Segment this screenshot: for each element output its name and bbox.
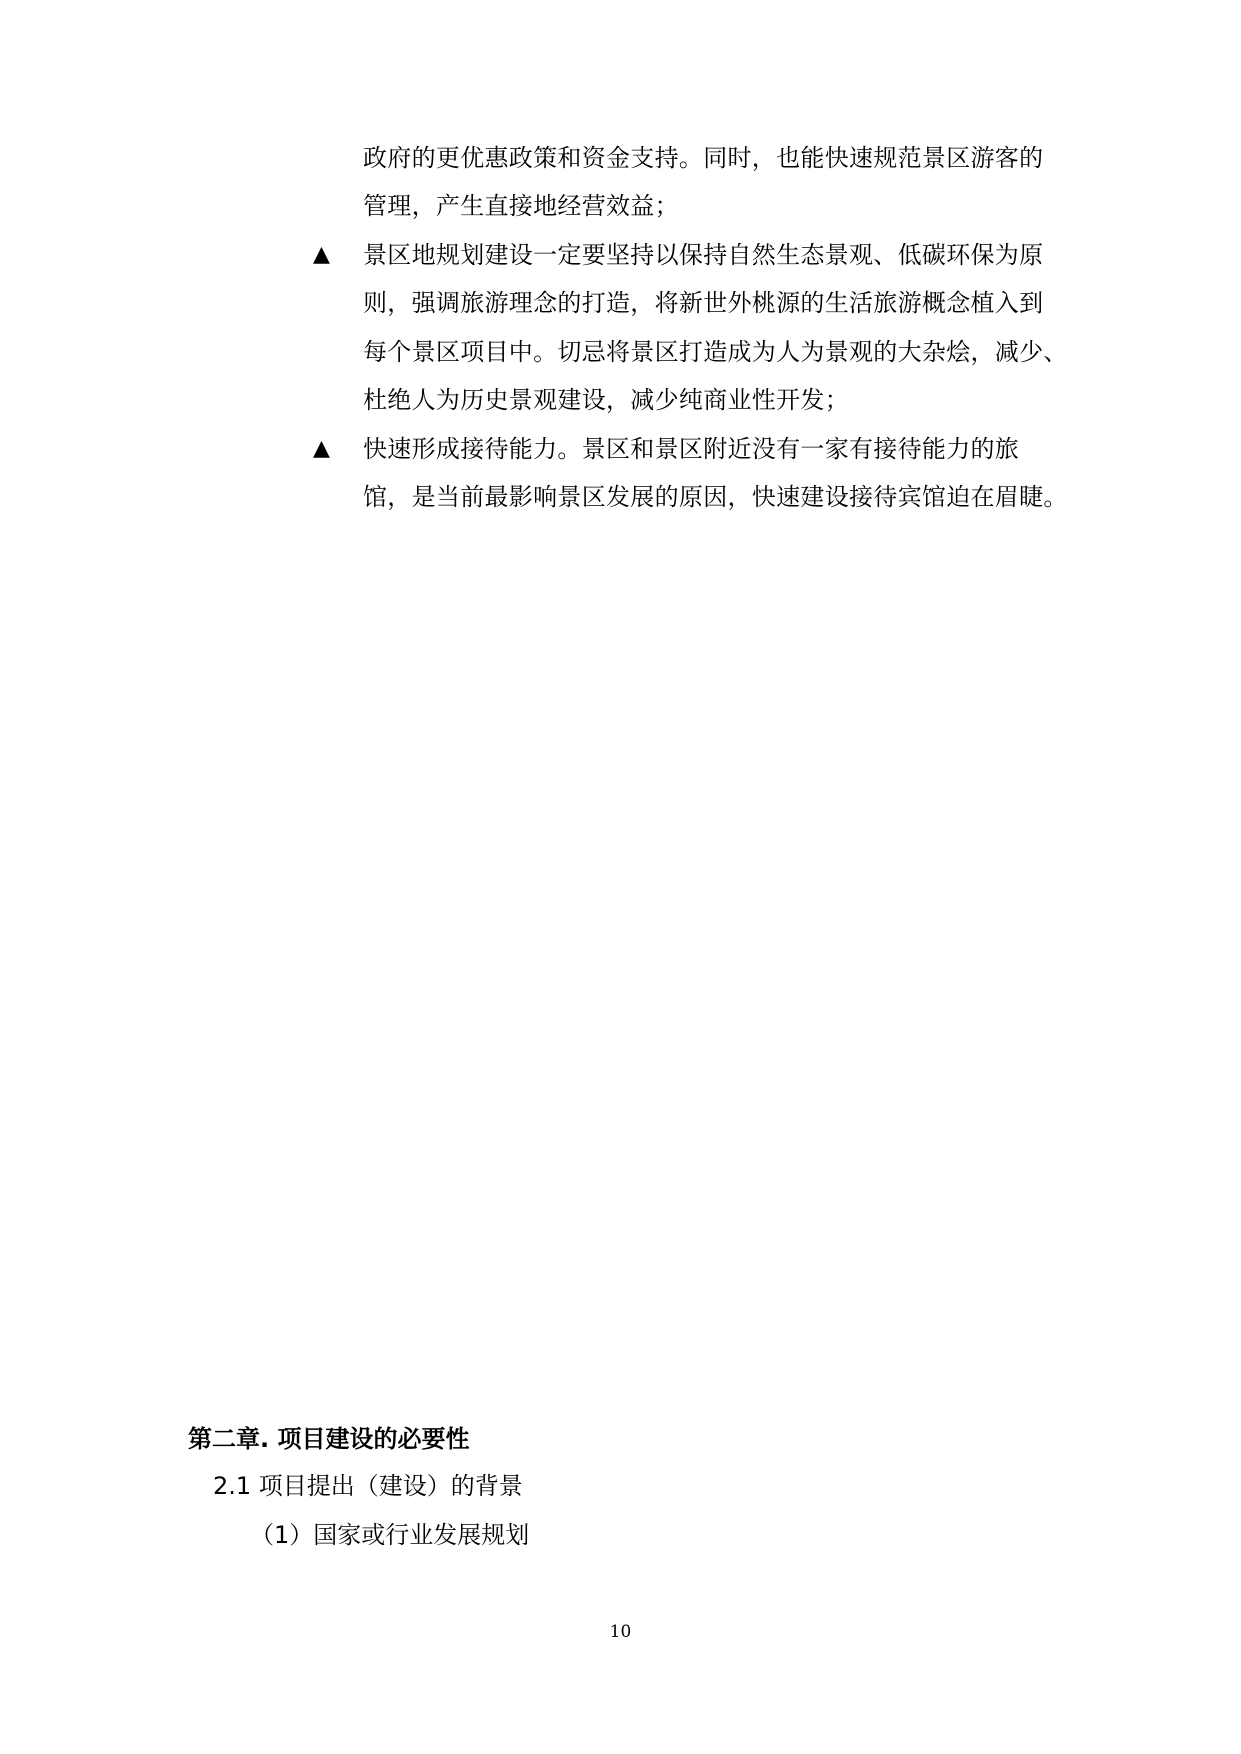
- body-line: 杜绝人为历史景观建设，减少纯商业性开发；: [363, 386, 849, 414]
- body-line: 政府的更优惠政策和资金支持。同时，也能快速规范景区游客的: [363, 144, 1044, 172]
- body-line: 每个景区项目中。切忌将景区打造成为人为景观的大杂烩，减少、: [363, 338, 1068, 366]
- chapter-heading: 第二章. 项目建设的必要性: [188, 1425, 470, 1453]
- body-line: 景区地规划建设一定要坚持以保持自然生态景观、低碳环保为原: [363, 241, 1044, 269]
- body-line: 快速形成接待能力。景区和景区附近没有一家有接待能力的旅: [363, 435, 1020, 463]
- triangle-bullet-icon: ▲: [313, 436, 330, 461]
- page-number: 10: [609, 1622, 632, 1642]
- triangle-bullet-icon: ▲: [313, 242, 330, 267]
- body-line: 馆，是当前最影响景区发展的原因，快速建设接待宾馆迫在眉睫。: [363, 483, 1068, 511]
- body-line: 则，强调旅游理念的打造，将新世外桃源的生活旅游概念植入到: [363, 289, 1044, 317]
- subsection-heading: （1）国家或行业发展规划: [250, 1521, 530, 1549]
- section-heading: 2.1 项目提出（建设）的背景: [213, 1472, 523, 1500]
- body-line: 管理，产生直接地经营效益；: [363, 192, 679, 220]
